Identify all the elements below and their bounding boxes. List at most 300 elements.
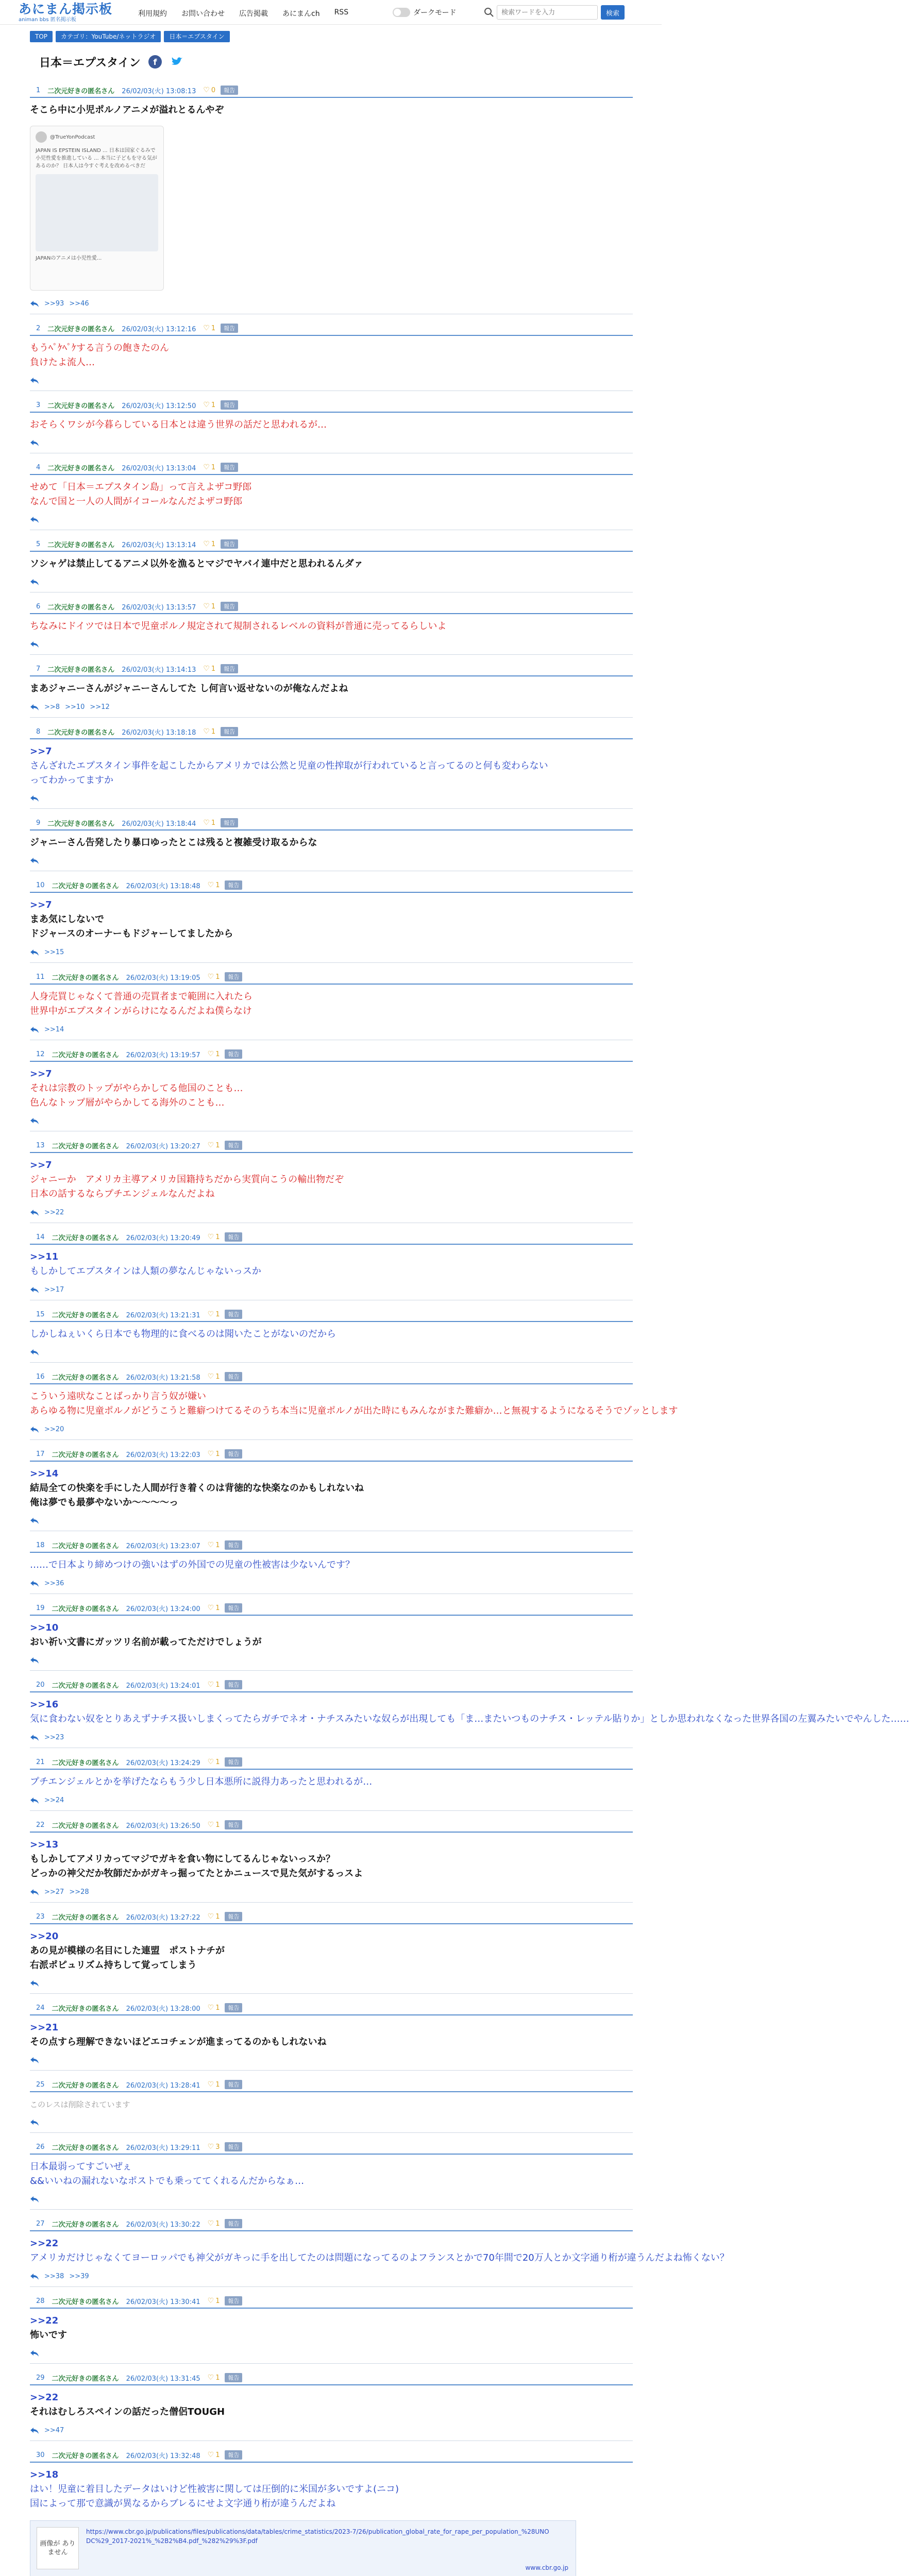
reply-arrow-icon[interactable]	[30, 1657, 39, 1664]
reply-link[interactable]: >>15	[44, 948, 64, 956]
post-number[interactable]: 14	[36, 1233, 45, 1241]
tweet-caption: JAPANのアニメは小児性愛...	[36, 256, 102, 261]
post	[30, 1671, 909, 1748]
report-button[interactable]: 報告	[225, 2450, 242, 2460]
post-number[interactable]: 18	[36, 1541, 45, 1549]
post-body	[30, 475, 633, 514]
heart-icon: ♡	[203, 819, 210, 827]
post-text-line: しかしねぇいくら日本でも物理的に食べるのは聞いたことがないのだから	[30, 1329, 336, 1340]
reply-row	[30, 2117, 633, 2132]
reply-row	[30, 1423, 633, 1439]
post	[30, 1040, 633, 1131]
reply-arrow-icon[interactable]	[30, 2119, 39, 2126]
like-button[interactable]	[203, 463, 215, 471]
report-button[interactable]: 報告	[225, 1049, 242, 1059]
poster-name: 二次元好きの匿名さん	[47, 728, 115, 737]
report-button[interactable]: 報告	[221, 818, 238, 827]
poster-name: 二次元好きの匿名さん	[47, 87, 115, 95]
post-body	[30, 1245, 633, 1284]
post-body	[30, 1553, 633, 1578]
post-text-line: 俺は夢でも最夢やないか〜〜〜〜っ	[30, 1497, 178, 1508]
reply-anchor-link[interactable]: >>22	[30, 2315, 59, 2326]
post	[30, 530, 633, 592]
like-button[interactable]	[208, 1050, 220, 1058]
reply-arrow-icon[interactable]	[30, 1426, 39, 1433]
post-header	[30, 398, 633, 413]
reply-row	[30, 375, 633, 391]
poster-name: 二次元好きの匿名さん	[47, 603, 115, 612]
report-button[interactable]: 報告	[225, 1372, 242, 1381]
poster-name: 二次元好きの匿名さん	[52, 2221, 119, 2229]
heart-icon: ♡	[207, 2297, 214, 2305]
post-text-line: ジャニーさん告発したり暴口ゆったとこは残ると複雑受け取るからな	[30, 837, 317, 848]
heart-icon: ♡	[207, 1310, 214, 1318]
like-count: 1	[215, 1912, 220, 1921]
post-text-line: あらゆる物に児童ポルノがどうこうと難癖つけてるそのうち本当に児童ポルノが出た時にもみんながまた難癖か…と無視するようになるそうでゾッとします	[30, 1405, 678, 1416]
like-count: 1	[211, 463, 216, 471]
post-number[interactable]: 7	[36, 665, 41, 673]
reply-anchor-link[interactable]: >>11	[30, 1251, 59, 1262]
like-button[interactable]	[208, 1541, 220, 1549]
nav-link-animanch[interactable]: あにまんch	[282, 10, 320, 18]
post	[30, 2133, 633, 2210]
post-date: 26/02/03(火) 13:13:04	[122, 464, 196, 472]
report-button[interactable]: 報告	[225, 2296, 242, 2306]
heart-icon: ♡	[207, 2451, 214, 2459]
post-number[interactable]: 28	[36, 2297, 45, 2305]
post-number[interactable]: 17	[36, 1450, 45, 1458]
reply-arrow-icon[interactable]	[30, 377, 39, 384]
like-button[interactable]	[208, 1310, 220, 1318]
like-button[interactable]	[208, 1604, 220, 1612]
like-button[interactable]	[203, 602, 215, 611]
reply-arrow-icon[interactable]	[30, 439, 39, 447]
like-button[interactable]	[208, 1912, 220, 1921]
reply-arrow-icon[interactable]	[30, 300, 39, 308]
reply-arrow-icon[interactable]	[30, 2057, 39, 2064]
post	[30, 2364, 633, 2441]
like-button[interactable]	[208, 2080, 220, 2089]
reply-arrow-icon[interactable]	[30, 1117, 39, 1125]
thread-main	[30, 47, 909, 2576]
post-text-line: &&いいねの漏れないなポストでも乗っててくれるんだからなぁ…	[30, 2176, 305, 2187]
post-header	[30, 600, 633, 614]
like-button[interactable]	[203, 665, 215, 673]
reply-arrow-icon[interactable]	[30, 2350, 39, 2357]
post-number[interactable]: 23	[36, 1912, 45, 1921]
post	[30, 453, 633, 530]
report-button[interactable]: 報告	[221, 463, 238, 472]
heart-icon: ♡	[207, 2219, 214, 2228]
like-button[interactable]	[208, 2297, 220, 2305]
post-header	[30, 2140, 633, 2155]
report-button[interactable]: 報告	[221, 539, 238, 549]
reply-link[interactable]: >>17	[44, 1286, 64, 1294]
report-button[interactable]: 報告	[225, 2373, 242, 2382]
post-text-line: ソシャゲは禁止してるアニメ以外を漁るとマジでヤバイ連中だと思われるんダァ	[30, 558, 363, 569]
poster-name: 二次元好きの匿名さん	[52, 1311, 119, 1319]
post-number[interactable]: 29	[36, 2374, 45, 2382]
post-body	[30, 985, 633, 1024]
post-text-line: こういう遠吠なことばっかり言う奴が嫌い	[30, 1391, 206, 1402]
facebook-share-icon[interactable]	[148, 55, 162, 69]
reply-link[interactable]: >>14	[44, 1026, 64, 1033]
reply-row	[30, 1794, 633, 1810]
like-count: 1	[215, 1310, 220, 1318]
post-header	[30, 1370, 633, 1384]
reply-anchor-link[interactable]: >>20	[30, 1931, 59, 1942]
post	[30, 391, 633, 453]
reply-anchor-link[interactable]: >>18	[30, 2469, 59, 2480]
post-date: 26/02/03(火) 13:19:57	[126, 1051, 200, 1059]
report-button[interactable]: 報告	[221, 400, 238, 410]
reply-anchor-link[interactable]: >>22	[30, 2392, 59, 2403]
like-count: 1	[215, 2374, 220, 2382]
post-body	[30, 2015, 633, 2055]
reply-arrow-icon[interactable]	[30, 2196, 39, 2203]
reply-arrow-icon[interactable]	[30, 1889, 39, 1896]
reply-row	[30, 639, 633, 654]
post-number[interactable]: 16	[36, 1372, 45, 1381]
post-date: 26/02/03(火) 13:12:50	[122, 402, 196, 410]
heart-icon: ♡	[207, 1050, 214, 1058]
post-date: 26/02/03(火) 13:18:18	[122, 728, 196, 737]
like-button[interactable]	[208, 2004, 220, 2012]
post-body	[30, 1924, 633, 1978]
post-text-line: 色んなトップ層がやらかしてる海外のことも…	[30, 1097, 225, 1108]
search-input[interactable]	[497, 5, 598, 20]
reply-anchor-link[interactable]: >>7	[30, 900, 52, 910]
like-button[interactable]	[208, 2219, 220, 2228]
post-text-line: もしかしてアメリカってマジでガキを食い物にしてるんじゃないっスか？	[30, 1854, 335, 1865]
site-logo[interactable]	[19, 2, 112, 23]
post-body	[30, 336, 633, 375]
post-number[interactable]: 24	[36, 2004, 45, 2012]
nav-link-terms[interactable]: 利用規約	[138, 10, 167, 18]
report-button[interactable]: 報告	[225, 1232, 242, 1242]
report-button[interactable]: 報告	[225, 1540, 242, 1550]
poster-name: 二次元好きの匿名さん	[52, 2452, 119, 2460]
reply-arrow-icon[interactable]	[30, 1026, 39, 1033]
reply-link[interactable]: >>20	[44, 1426, 64, 1433]
reply-arrow-icon[interactable]	[30, 579, 39, 586]
report-button[interactable]: 報告	[221, 664, 238, 673]
post-body	[30, 1692, 909, 1732]
search-button[interactable]: 検索	[601, 5, 625, 20]
post-text-line: おそらくワシが今暮らしている日本とは違う世界の話だと思われるが…	[30, 419, 327, 430]
post-body	[30, 2155, 633, 2194]
report-button[interactable]: 報告	[221, 727, 238, 736]
like-button[interactable]	[203, 540, 215, 548]
post-header	[30, 2294, 633, 2309]
poster-name: 二次元好きの匿名さん	[52, 974, 119, 982]
poster-name: 二次元好きの匿名さん	[52, 1451, 119, 1459]
post-number[interactable]: 4	[36, 463, 41, 471]
post-header	[30, 461, 633, 475]
poster-name: 二次元好きの匿名さん	[52, 2298, 119, 2306]
reply-row	[30, 2194, 633, 2209]
reply-link[interactable]: >>12	[90, 703, 110, 711]
site-header	[0, 0, 662, 25]
heart-icon: ♡	[207, 1912, 214, 1921]
reply-link[interactable]: >>93	[44, 300, 64, 308]
like-button[interactable]	[208, 973, 220, 981]
poster-name: 二次元好きの匿名さん	[52, 2375, 119, 2383]
like-count: 1	[215, 2451, 220, 2459]
reply-row	[30, 437, 633, 453]
reply-link[interactable]: >>39	[69, 2273, 89, 2280]
link-preview-card[interactable]	[30, 2520, 576, 2576]
report-button[interactable]: 報告	[225, 2080, 242, 2089]
post-text-line: せめて「日本＝エプスタイン島」って言えよザコ野郎	[30, 482, 252, 493]
reply-link[interactable]: >>24	[44, 1797, 64, 1804]
reply-row	[30, 577, 633, 592]
post-text-line: ジャニーか アメリカ主導アメリカ国籍持ちだから実質向こうの輸出物だぞ	[30, 1174, 344, 1185]
like-button[interactable]	[208, 1141, 220, 1149]
report-button[interactable]: 報告	[225, 1680, 242, 1689]
like-button[interactable]	[208, 1233, 220, 1241]
poster-name: 二次元好きの匿名さん	[52, 1374, 119, 1382]
reply-row	[30, 2425, 633, 2441]
heart-icon: ♡	[207, 1681, 214, 1689]
reply-anchor-link[interactable]: >>7	[30, 1160, 52, 1171]
post-header	[30, 1230, 633, 1245]
reply-row	[30, 855, 633, 871]
like-count: 1	[215, 1141, 220, 1149]
report-button[interactable]: 報告	[225, 2003, 242, 2012]
post-date: 26/02/03(火) 13:20:27	[126, 1142, 200, 1150]
reply-row	[30, 1978, 633, 1993]
post-number[interactable]: 11	[36, 973, 45, 981]
reply-anchor-link[interactable]: >>7	[30, 746, 52, 757]
reply-row	[30, 1886, 633, 1902]
like-button[interactable]	[208, 2374, 220, 2382]
post-body	[30, 831, 633, 855]
post-number[interactable]: 9	[36, 819, 41, 827]
nav-link-ads[interactable]: 広告掲載	[239, 10, 268, 18]
post-number[interactable]: 10	[36, 881, 45, 889]
like-button[interactable]	[208, 2451, 220, 2459]
post	[30, 871, 633, 963]
reply-link[interactable]: >>8	[44, 703, 60, 711]
like-button[interactable]	[208, 1821, 220, 1829]
like-button[interactable]	[203, 819, 215, 827]
nav-link-contact[interactable]: お問い合わせ	[181, 10, 225, 18]
post-header	[30, 1538, 633, 1553]
like-button[interactable]	[208, 881, 220, 889]
like-button[interactable]	[208, 1450, 220, 1458]
like-count: 1	[211, 819, 216, 827]
reply-arrow-icon[interactable]	[30, 641, 39, 648]
poster-name: 二次元好きの匿名さん	[52, 1142, 119, 1150]
like-button[interactable]	[208, 2143, 220, 2151]
reply-link[interactable]: >>23	[44, 1734, 64, 1741]
post-date: 26/02/03(火) 13:31:45	[126, 2375, 200, 2383]
post-body	[30, 2385, 633, 2425]
post-body	[30, 1322, 633, 1347]
reply-link[interactable]: >>28	[69, 1888, 89, 1896]
like-button[interactable]	[203, 727, 215, 736]
twitter-share-icon[interactable]	[170, 55, 184, 69]
reply-row	[30, 2055, 633, 2070]
report-button[interactable]: 報告	[225, 2142, 242, 2151]
post-number[interactable]: 15	[36, 1310, 45, 1318]
report-button[interactable]: 報告	[225, 1820, 242, 1829]
reply-arrow-icon[interactable]	[30, 1797, 39, 1804]
breadcrumb-thread[interactable]: 日本＝エプスタイン	[164, 31, 229, 42]
post-number[interactable]: 19	[36, 1604, 45, 1612]
post-text-line: ってわかってますか	[30, 775, 113, 786]
reply-anchor-link[interactable]: >>16	[30, 1699, 59, 1710]
reply-arrow-icon[interactable]	[30, 857, 39, 865]
heart-icon: ♡	[207, 1604, 214, 1612]
dark-mode-switch[interactable]	[393, 8, 410, 17]
reply-arrow-icon[interactable]	[30, 949, 39, 956]
report-button[interactable]: 報告	[225, 2219, 242, 2228]
reply-anchor-link[interactable]: >>21	[30, 2022, 59, 2033]
report-button[interactable]: 報告	[225, 1603, 242, 1613]
post-text-line: おい祈い文書にガッツリ名前が載ってただけでしょうが	[30, 1637, 262, 1648]
reply-row	[30, 1732, 633, 1748]
reply-arrow-icon[interactable]	[30, 1517, 39, 1524]
reply-arrow-icon[interactable]	[30, 1580, 39, 1587]
heart-icon: ♡	[207, 1541, 214, 1549]
reply-anchor-link[interactable]: >>14	[30, 1468, 59, 1479]
reply-anchor-link[interactable]: >>7	[30, 1069, 52, 1079]
heart-icon: ♡	[207, 2143, 214, 2151]
reply-anchor-link[interactable]: >>10	[30, 1622, 59, 1633]
post-body	[30, 2092, 633, 2117]
reply-link[interactable]: >>38	[44, 2273, 64, 2280]
reply-link[interactable]: >>47	[44, 2427, 64, 2434]
report-button[interactable]: 報告	[221, 324, 238, 333]
like-button[interactable]	[203, 86, 215, 94]
reply-link[interactable]: >>36	[44, 1580, 64, 1587]
post-date: 26/02/03(火) 13:24:29	[126, 1759, 200, 1767]
post-text-line: まあ気にしないで	[30, 914, 104, 925]
post-body	[30, 1770, 633, 1794]
post-number[interactable]: 13	[36, 1141, 45, 1149]
post-number[interactable]: 12	[36, 1050, 45, 1058]
like-button[interactable]	[208, 1372, 220, 1381]
post	[30, 1223, 633, 1300]
post-text-line: 日本最弱ってすごいぜぇ	[30, 2161, 132, 2172]
post-body	[30, 1462, 633, 1515]
post-number[interactable]: 26	[36, 2143, 45, 2151]
post-header	[30, 725, 633, 739]
post-number[interactable]: 3	[36, 401, 41, 409]
post-header	[30, 816, 633, 831]
report-button[interactable]: 報告	[225, 880, 242, 890]
post	[30, 1748, 633, 1811]
search-icon	[483, 7, 495, 18]
reply-arrow-icon[interactable]	[30, 1349, 39, 1356]
reply-link[interactable]: >>10	[65, 703, 85, 711]
reply-link[interactable]: >>46	[69, 300, 89, 308]
like-count: 1	[215, 973, 220, 981]
link-url[interactable]: https://www.cbr.go.jp/publications/files/publications/data/tables/crime_statistics/2023-7/26/publication_global_rate_for_rape_per_population_%28UNODC%29_2017-2021%_%2B2%B4.pdf_%282%29%3F.pdf	[86, 2528, 549, 2545]
heart-icon: ♡	[203, 540, 210, 548]
reply-arrow-icon[interactable]	[30, 1980, 39, 1987]
reply-arrow-icon[interactable]	[30, 2427, 39, 2434]
reply-arrow-icon[interactable]	[30, 1286, 39, 1294]
post-text-line: もうﾍﾟｹﾍﾟｹする言うの飽きたのん	[30, 343, 169, 353]
like-count: 1	[215, 2080, 220, 2089]
report-button[interactable]: 報告	[225, 972, 242, 981]
poster-name: 二次元好きの匿名さん	[47, 402, 115, 410]
post-number[interactable]: 27	[36, 2219, 45, 2228]
like-count: 1	[211, 665, 216, 673]
post-number[interactable]: 30	[36, 2451, 45, 2459]
post-number[interactable]: 25	[36, 2080, 45, 2089]
reply-arrow-icon[interactable]	[30, 2273, 39, 2280]
report-button[interactable]: 報告	[225, 1310, 242, 1319]
post-number[interactable]: 21	[36, 1758, 45, 1766]
post	[30, 1363, 678, 1440]
post-number[interactable]: 6	[36, 602, 41, 611]
report-button[interactable]: 報告	[225, 1912, 242, 1921]
breadcrumb-category[interactable]: カテゴリ：YouTube/ネットラジオ	[56, 31, 161, 42]
reply-arrow-icon[interactable]	[30, 704, 39, 711]
search-bar	[483, 5, 625, 20]
reply-arrow-icon[interactable]	[30, 795, 39, 802]
post-number[interactable]: 5	[36, 540, 41, 548]
dark-mode-label: ダークモード	[413, 9, 457, 17]
reply-arrow-icon[interactable]	[30, 1209, 39, 1216]
reply-anchor-link[interactable]: >>22	[30, 2238, 59, 2249]
top-nav	[138, 8, 363, 19]
nav-link-rss[interactable]: RSS	[334, 8, 349, 16]
like-count: 1	[215, 2297, 220, 2305]
reply-anchor-link[interactable]: >>13	[30, 1839, 59, 1850]
title-row	[30, 47, 633, 76]
post-body	[30, 614, 633, 639]
tweet-header	[36, 131, 158, 143]
heart-icon: ♡	[207, 2080, 214, 2089]
reply-arrow-icon[interactable]	[30, 1734, 39, 1741]
post	[30, 2210, 729, 2287]
post	[30, 1994, 633, 2071]
report-button[interactable]: 報告	[225, 1141, 242, 1150]
post-number[interactable]: 20	[36, 1681, 45, 1689]
post-number[interactable]: 1	[36, 86, 41, 94]
reply-arrow-icon[interactable]	[30, 516, 39, 523]
link-domain: www.cbr.go.jp	[525, 2564, 568, 2571]
report-button[interactable]: 報告	[225, 1757, 242, 1767]
report-button[interactable]: 報告	[221, 86, 238, 95]
post-text-line: アメリカだけじゃなくてヨーロッパでも神父がガキっに手を出してたのは問題になってるのよフランスとかで70年間で20万人とか文字通り桁が違うんだよね怖くない？	[30, 2252, 729, 2263]
post-text-line: それはむしろスペインの話だった僧侶TOUGH	[30, 2406, 225, 2417]
report-button[interactable]: 報告	[221, 602, 238, 611]
dark-mode-toggle[interactable]	[393, 7, 456, 18]
reply-link[interactable]: >>27	[44, 1888, 64, 1896]
post-number[interactable]: 22	[36, 1821, 45, 1829]
avatar	[36, 131, 47, 143]
reply-link[interactable]: >>22	[44, 1209, 64, 1216]
embedded-tweet[interactable]	[30, 126, 164, 291]
breadcrumb-top[interactable]: TOP	[30, 31, 53, 42]
post-number[interactable]: 8	[36, 727, 41, 736]
post-number[interactable]: 2	[36, 324, 41, 332]
like-button[interactable]	[208, 1681, 220, 1689]
like-button[interactable]	[203, 401, 215, 409]
post-date: 26/02/03(火) 13:27:22	[126, 1913, 200, 1922]
post-body	[30, 676, 633, 701]
like-button[interactable]	[203, 324, 215, 332]
like-button[interactable]	[208, 1758, 220, 1766]
post-date: 26/02/03(火) 13:20:49	[126, 1234, 200, 1242]
report-button[interactable]: 報告	[225, 1449, 242, 1459]
